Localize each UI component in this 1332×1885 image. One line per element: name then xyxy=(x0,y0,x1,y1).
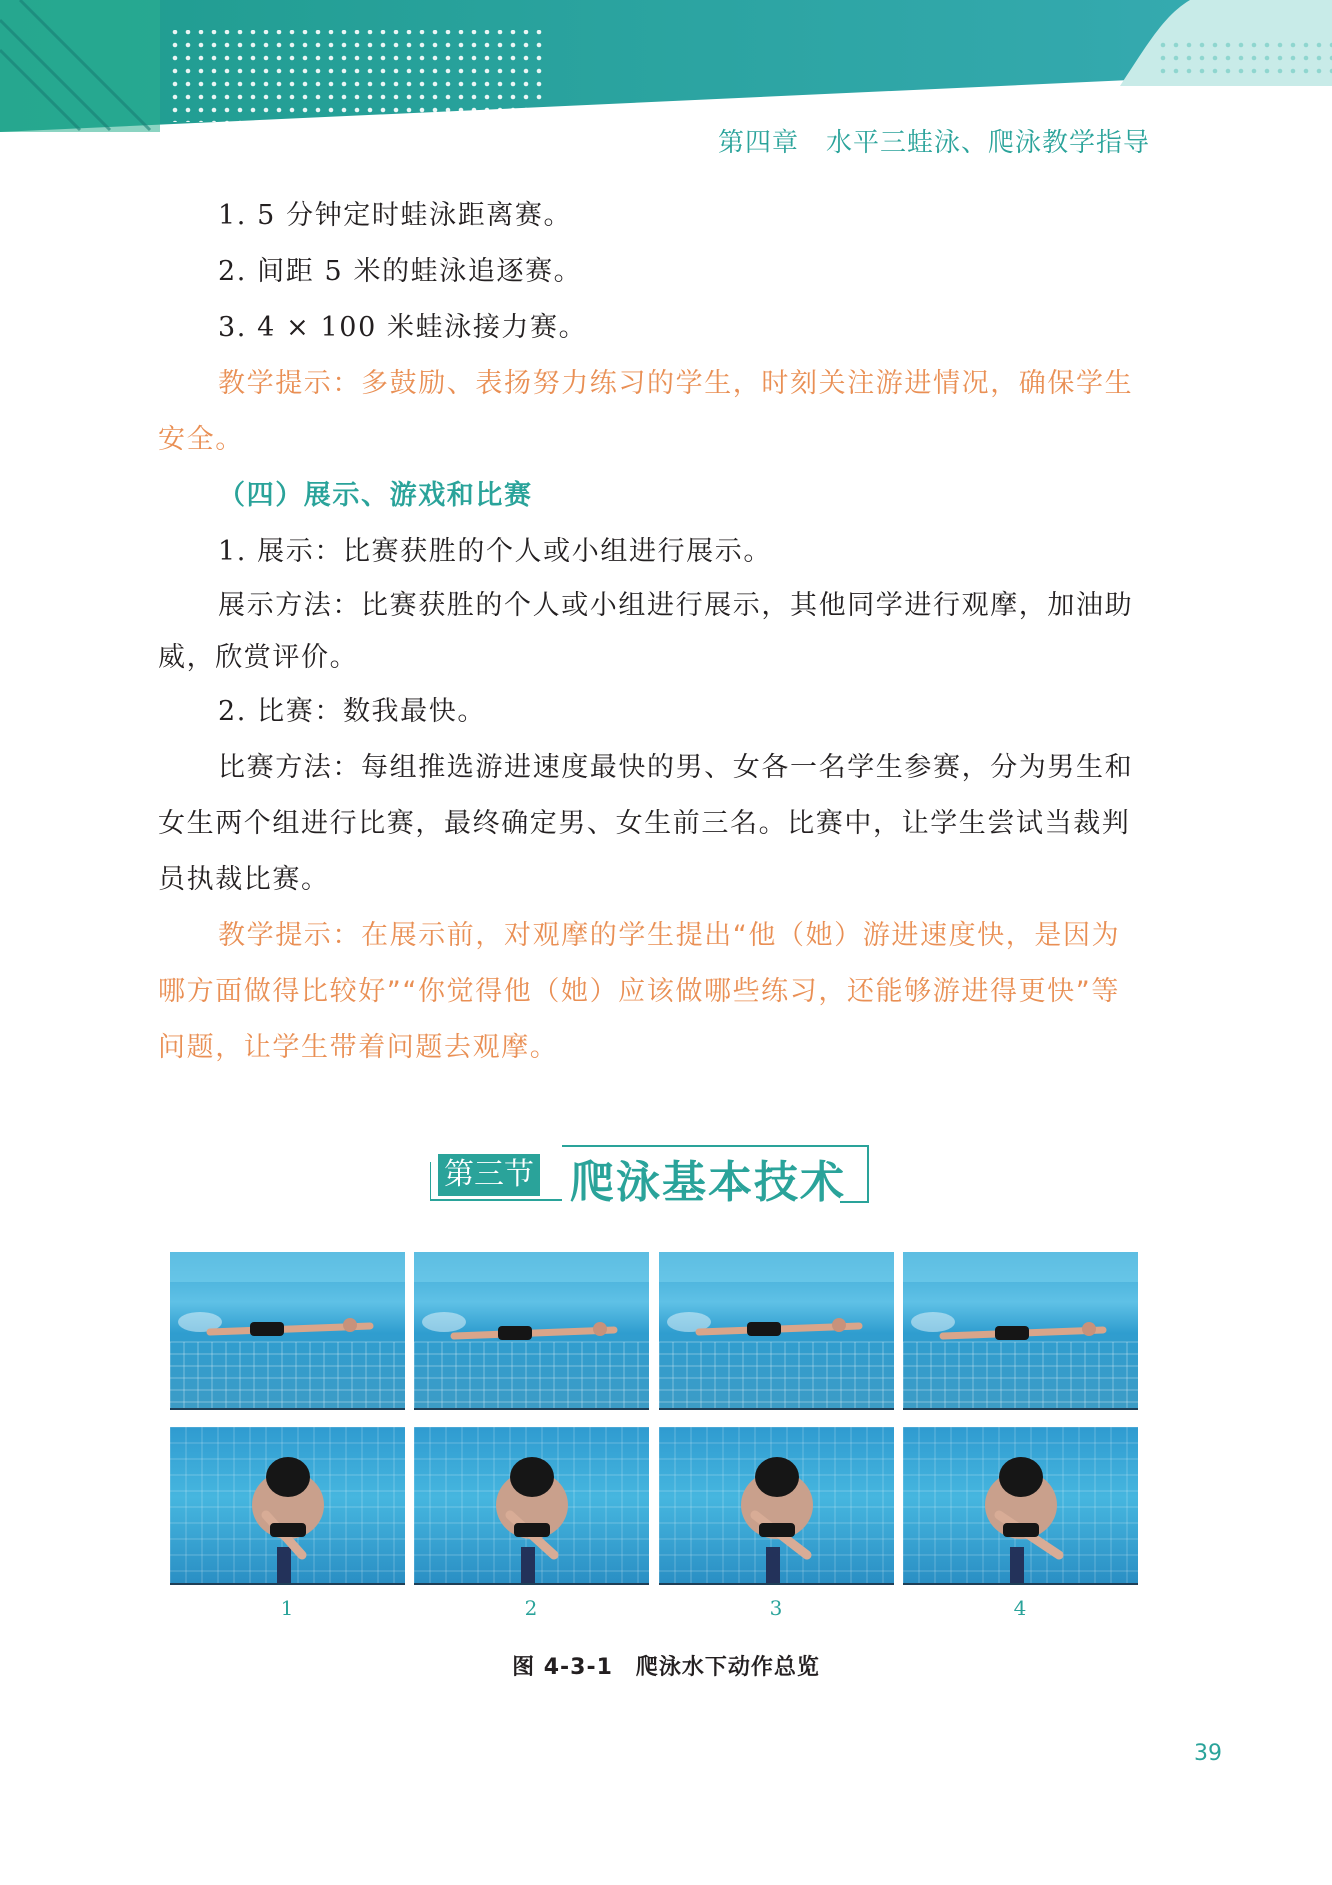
list-item: 2. 间距 5 米的蛙泳追逐赛。 xyxy=(218,256,583,287)
photo-front-2 xyxy=(414,1427,649,1585)
photo-label: 4 xyxy=(1013,1596,1027,1620)
subsection-title: （四）展示、游戏和比赛 xyxy=(218,480,533,511)
running-title: 第四章 水平三蛙泳、爬泳教学指导 xyxy=(717,128,1150,158)
list-item: 1. 5 分钟定时蛙泳距离赛。 xyxy=(218,200,573,231)
photo-side-1 xyxy=(170,1252,405,1410)
figure-caption: 图 4-3-1 爬泳水下动作总览 xyxy=(512,1655,820,1680)
pool-illustration xyxy=(414,1252,649,1408)
item-title: 1. 展示：比赛获胜的个人或小组进行展示。 xyxy=(218,536,772,567)
content-block xyxy=(158,188,1148,1076)
pool-illustration xyxy=(170,1252,405,1408)
photo-side-4 xyxy=(903,1252,1138,1410)
pool-illustration xyxy=(414,1427,649,1583)
photo-label: 2 xyxy=(524,1596,538,1620)
pool-illustration xyxy=(659,1252,894,1408)
section-number: 第三节 xyxy=(438,1154,540,1196)
photo-front-3 xyxy=(659,1427,894,1585)
photo-front-1 xyxy=(170,1427,405,1585)
section-title: 爬泳基本技术 xyxy=(570,1157,846,1208)
photo-side-3 xyxy=(659,1252,894,1410)
pool-illustration xyxy=(903,1252,1138,1408)
item-method: 展示方法：比赛获胜的个人或小组进行展示，其他同学进行观摩，加油助威，欣赏评价。 xyxy=(158,590,1134,673)
page-number: 39 xyxy=(1194,1741,1222,1766)
pool-illustration xyxy=(659,1427,894,1583)
section-heading xyxy=(430,1140,870,1206)
teaching-tip: 教学提示：多鼓励、表扬努力练习的学生，时刻关注游进情况，确保学生安全。 xyxy=(158,368,1134,455)
item-method: 比赛方法：每组推选游进速度最快的男、女各一名学生参赛，分为男生和女生两个组进行比赛，最终确定男、女生前三名。比赛中，让学生尝试当裁判员执裁比赛。 xyxy=(158,752,1134,895)
photo-front-4 xyxy=(903,1427,1138,1585)
pool-illustration xyxy=(170,1427,405,1583)
photo-label: 3 xyxy=(769,1596,783,1620)
list-item: 3. 4 × 100 米蛙泳接力赛。 xyxy=(218,312,588,343)
pool-illustration xyxy=(903,1427,1138,1583)
item-title: 2. 比赛：数我最快。 xyxy=(218,696,486,727)
header-decoration xyxy=(0,0,1332,132)
teaching-tip: 教学提示：在展示前，对观摩的学生提出“他（她）游进速度快，是因为哪方面做得比较好”“你觉得他（她）应该做哪些练习，还能够游进得更快”等问题，让学生带着问题去观摩。 xyxy=(158,920,1121,1063)
photo-side-2 xyxy=(414,1252,649,1410)
photo-label: 1 xyxy=(280,1596,294,1620)
